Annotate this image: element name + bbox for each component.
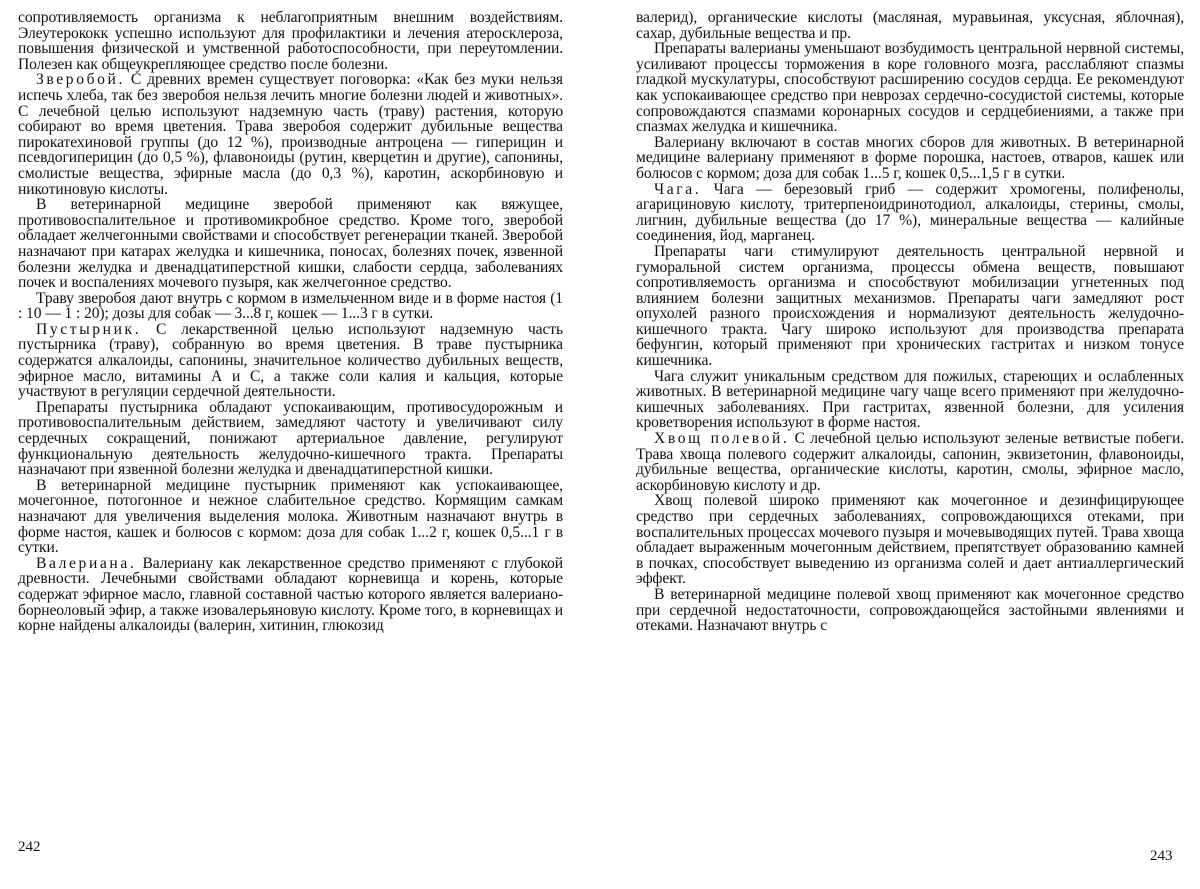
- paragraph-text: Препараты пустырника обладают успокаивающим, противосудорожным и противовоспалительным действием, замедляют частоту и увеличивают силу сердечных сокращений, понижают артериальное давление, регулируют функциональную деятельность желудочно-кишечного тракта. Препараты назначают при язвенной болезни желудка и двенадцатиперстной кишки.: [18, 398, 563, 479]
- paragraph: [636, 493, 1184, 587]
- paragraph-text: сопротивляемость организма к неблагоприятным внешним воздействиям. Элеутерококк успешно используют для профилактики и лечения атеросклероза, повышения физической и умственной работоспособности, при переутомлении. Полезен как общеукрепляющее средство после болезни.: [18, 9, 563, 73]
- plant-name-heading: Чага.: [654, 180, 702, 198]
- paragraph: [18, 72, 563, 197]
- paragraph-text: В ветеринарной медицине зверобой применяют как вяжущее, противовоспалительное и противомикробное средство. Кроме того, зверобой обладает желчегонными свойствами и способствует регенерации тканей. Зверобой назначают при катарах желудка и кишечника, поносах, болезнях почек, язвенной болезни желудка и двенадцатиперстной кишки, слабости сердца, заболеваниях почек и воспалениях мочевого пузыря, как желчегонное средство.: [18, 196, 563, 292]
- paragraph-text: С древних времен существует поговорка: «Как без муки нельзя испечь хлеба, так без зверобоя нельзя лечить многие болезни людей и животных». С лечебной целью используют надземную часть (траву) растения, которую собирают во время цветения. Трава зверобоя содержит дубильные вещества пирокатехиновой группы (до 12 %), производные антроцена — гиперицин и псевдогиперицин (до 0,5 %), флавоноиды (рутин, кверцетин и другие), сапонины, смолистые вещества, эфирные масла (до 0,3 %), каротин, аскорбиновую и никотиновую кислоты.: [18, 71, 563, 198]
- paragraph: [636, 41, 1184, 135]
- paragraph-text: Хвощ полевой широко применяют как мочегонное и дезинфицирующее средство при сердечных заболеваниях, сопровождающихся отеками, при воспалительных процессах мочевого пузыря и мочевыводящих путей. Трава хвоща обладает выраженным мочегонным действием, препятствует образованию камней в почках, способствует выведению из организма солей и дает антиаллергический эффект.: [636, 492, 1184, 588]
- paragraph-text: В ветеринарной медицине пустырник применяют как успокаивающее, мочегонное, потогонное и нежное слабительное средство. Кормящим самкам назначают для увеличения выделения молока. Животным назначают внутрь в форме настоя, кашек и болюсов с кормом: доза для собак 1...2 г, кошек 0,5...1 г в сутки.: [18, 476, 563, 557]
- paragraph-text: Чага служит уникальным средством для пожилых, стареющих и ослабленных животных. В ветеринарной медицине чагу чаще всего применяют при желудочно-кишечных заболеваниях. При гастритах, язвенной болезни, для усиления кроветворения используют в форме настоя.: [636, 367, 1184, 432]
- paragraph-text: Валериану включают в состав многих сборов для животных. В ветеринарной медицине валериану применяют в форме порошка, настоев, отваров, кашек или болюсов с кормом; доза для собак 1...5 г, кошек 0,5...1,5 г в сутки.: [636, 133, 1184, 182]
- plant-name-heading: Хвощ полевой.: [654, 430, 790, 448]
- paragraph-text: Чага — березовый гриб — содержит хромогены, полифенолы, агарициновую кислоту, тритерпеноидринотодиол, алкалоиды, стерины, смолы, лигнин, дубильные вещества (до 17 %), минеральные вещества — калийные соединения, йод, марганец.: [636, 180, 1184, 245]
- paragraph: [18, 291, 563, 322]
- right-page-number: 243: [1150, 848, 1173, 864]
- paragraph-text: В ветеринарной медицине полевой хвощ применяют как мочегонное средство при сердечной недостаточности, сопровождающейся застойными явлениями и отеками. Назначают внутрь с: [636, 585, 1184, 635]
- paragraph: [636, 431, 1184, 493]
- paragraph: [18, 556, 563, 634]
- plant-name-heading: Пустырник.: [36, 320, 142, 338]
- paragraph: [636, 135, 1184, 182]
- paragraph: [18, 322, 563, 400]
- paragraph: [636, 182, 1184, 244]
- paragraph: [636, 369, 1184, 431]
- paragraph-text: Валериану как лекарственное средство применяют с глубокой древности. Лечебными свойствами обладают корневища и корень, которые содержат эфирное масло, главной составной частью которого является валериано-борнеоловый эфир, а также изовалерьяновую кислоту. Кроме того, в корневищах и корне найдены алкалоиды (валерин, хитинин, глюкозид: [18, 554, 563, 635]
- paragraph-text: Траву зверобоя дают внутрь с кормом в измельченном виде и в форме настоя (1 : 10 — 1 : 20); дозы для собак — 3...8 г, кошек — 1...3 г в сутки.: [18, 289, 563, 323]
- left-page: [18, 10, 563, 634]
- paragraph: [636, 244, 1184, 369]
- paragraph: [18, 478, 563, 556]
- plant-name-heading: Зверобой.: [36, 71, 125, 89]
- right-page: [636, 10, 1184, 634]
- paragraph: [18, 400, 563, 478]
- paragraph-text: Препараты чаги стимулируют деятельность центральной нервной и гуморальной систем организма, процессы обмена веществ, повышают сопротивляемость организма и способствуют мобилизации угнетенных под влиянием болезни защитных механизмов. Препараты чаги замедляют рост опухолей разного происхождения и нормализуют деятельность желудочно-кишечного тракта. Чагу широко используют для производства препарата бефунгин, который применяют при хронических гастритах и низком тонусе кишечника.: [636, 242, 1184, 370]
- paragraph-text: валерид), органические кислоты (масляная, муравьиная, уксусная, яблочная), сахар, дубильные вещества и пр.: [636, 9, 1184, 42]
- plant-name-heading: Валериана.: [36, 554, 137, 572]
- paragraph: [636, 587, 1184, 634]
- paragraph-text: С лечебной целью используют зеленые ветвистые побеги. Трава хвоща полевого содержит алкалоиды, сапонин, эквизетонин, флавоноиды, дубильные вещества, органические кислоты, каротин, смолы, эфирное масло, аскорбиновую кислоту и др.: [636, 430, 1184, 494]
- paragraph: [18, 10, 563, 72]
- paragraph-text: Препараты валерианы уменьшают возбудимость центральной нервной системы, усиливают процессы торможения в коре головного мозга, расслабляют спазмы гладкой мускулатуры, способствуют расширению сосудов сердца. Ее рекомендуют как успокаивающее средство при неврозах сердечно-сосудистой системы, которые сопровождаются спазмами коронарных сосудов и сердцебиениями, а также при спазмах желудка и кишечника.: [636, 40, 1184, 136]
- paragraph: [636, 10, 1184, 41]
- paragraph-text: С лекарственной целью используют надземную часть пустырника (траву), собранную во время цветения. В траве пустырника содержатся алкалоиды, сапонины, значительное количество дубильных веществ, эфирное масло, витамины А и С, а также соли калия и кальция, которые участвуют в регуляции сердечной деятельности.: [18, 320, 563, 401]
- left-page-number: 242: [18, 839, 41, 855]
- paragraph: [18, 197, 563, 291]
